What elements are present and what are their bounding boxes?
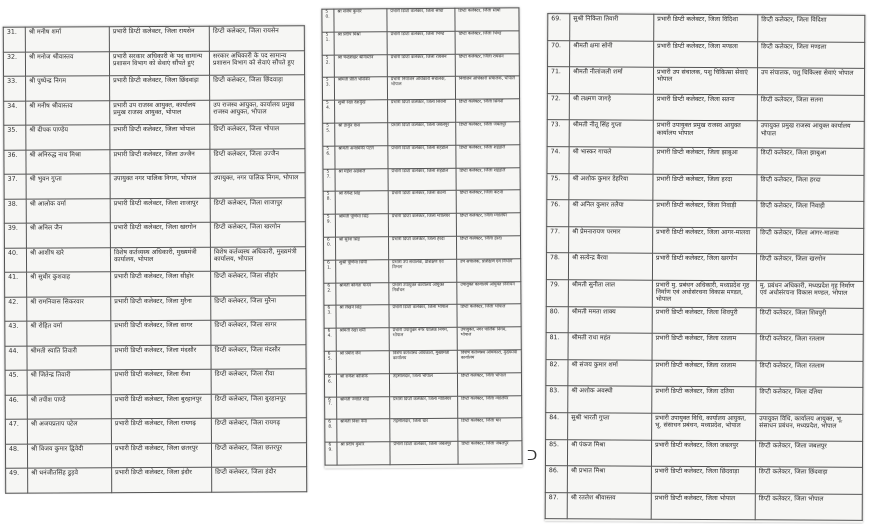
document-page-2 [321, 7, 522, 468]
current-post-cell: प्रभारी डिप्टी कलेक्टर, जिला बुरहानपुर [111, 394, 211, 419]
new-post-cell: डिप्टी कलेक्टर, जिला ग्वालियर [458, 395, 522, 418]
officer-name-cell: श्री अजयप्रताप पटेल [27, 419, 111, 444]
officer-name-cell: श्रीमती अनामिका पटेल [335, 146, 388, 169]
officer-name-cell: श्रीमती सुनीता लाल [568, 280, 652, 307]
table-row [3, 50, 304, 76]
current-post-cell: प्रभारी उप संचालक, पशु चिकित्सा सेवाएं भोपाल [653, 67, 757, 94]
table-row [324, 281, 521, 305]
officer-name-cell: सुश्री पूर्णिमा सिंघी [336, 259, 389, 282]
serial-number-cell: 63. [324, 305, 336, 328]
new-post-cell: विशेष कर्तव्यस्थ अधिकारी, मुख्यमंत्री कार्यालय [457, 350, 521, 373]
table-row [324, 373, 521, 397]
current-post-cell: उपायुक्त नगर पालिक निगम, भोपाल [110, 173, 210, 198]
officer-name-cell: श्रीमती रेखा शर्मा [336, 328, 389, 351]
table-row [547, 120, 864, 148]
new-post-cell: उपायुक्त विधि, कार्यालय आयुक्त, भू. संसाधन प्रबंधन, मध्यप्रदेश, भोपाल [756, 414, 863, 441]
officer-name-cell: श्रीमती पूर्णिमा सिंह [335, 214, 388, 237]
officer-name-cell: श्री अनिल जैन [26, 223, 110, 248]
current-post-cell: प्रभारी डिप्टी कलेक्टर, जिला रतलाम [652, 333, 756, 360]
officer-name-cell: श्री प्रमोद जैन [336, 351, 389, 374]
officer-name-cell: श्री सुधीर कुशवाह [27, 272, 111, 297]
serial-number-cell: 60. [323, 237, 335, 260]
officer-name-cell: श्री अशोक अवस्थी [568, 386, 652, 413]
table-row [4, 246, 305, 272]
table-row [3, 26, 304, 52]
current-post-cell: प्रभारी डिप्टी कलेक्टर, जिला मण्डला [654, 41, 758, 68]
officer-name-cell: श्री मनीष शर्मा [25, 27, 109, 52]
officer-name-cell: श्रीमती नीतू सिंह गुप्ता [569, 120, 653, 147]
table-row [323, 99, 520, 123]
serial-number-cell: 71. [547, 67, 569, 94]
current-post-cell: प्रभारी डिप्टी कलेक्टर, जिला खरगोन [652, 254, 756, 281]
new-post-cell: डिप्टी कलेक्टर, जिला जबलपुर [458, 441, 522, 464]
serial-number-cell: 37. [4, 174, 26, 199]
current-post-cell: प्रभारी डिप्टी कलेक्टर, जिला झाबुआ [653, 147, 757, 174]
table-row [322, 76, 519, 100]
current-post-cell: प्रभारी डिप्टी कलेक्टर, जिला सिवनी [388, 99, 456, 122]
new-post-cell: डिप्टी कलेक्टर, जिला सागर [211, 320, 306, 345]
officer-name-cell: श्री प्रेमनारायण परमार [569, 227, 653, 254]
current-post-cell: प्रभारी उप राजस्व आयुक्त, कार्यालय प्रमुख राजस्व आयुक्त, भोपाल [110, 100, 210, 125]
table-row [5, 369, 306, 395]
officer-name-cell: श्रीमती स्वाति तिवारी [27, 345, 111, 370]
current-post-cell: प्रभारी डिप्टी कलेक्टर, जिला मुरैना [111, 296, 211, 321]
new-post-cell: डिप्टी कलेक्टर, जिला भोपाल [755, 493, 862, 520]
new-post-cell: उपायुक्त, नगर पालिक निगम, भोपाल [457, 327, 521, 350]
officer-name-cell: श्री सत्येन्द्र बैरवा [568, 253, 652, 280]
officer-name-cell: श्री लखन सिंह [336, 305, 389, 328]
new-post-cell: डिप्टी कलेक्टर, जिला शाजापुर [210, 197, 305, 222]
table-row [5, 418, 306, 444]
serial-number-cell: 51. [322, 32, 334, 55]
serial-number-cell: 58. [323, 191, 335, 214]
current-post-cell: प्रभारी डिप्टी कलेक्टर, जिला आगर-मालवा [653, 227, 757, 254]
serial-number-cell: 57. [323, 169, 335, 192]
table-row [5, 393, 306, 419]
new-post-cell: डिप्टी कलेक्टर, जिला रायसेन [209, 26, 304, 51]
officer-name-cell: श्री चन्द्रशेखर श्रीवास्तव [334, 54, 387, 77]
officer-name-cell: श्रीमती ममता शाक्य [568, 306, 652, 333]
new-post-cell: डिप्टी कलेक्टर, जिला सीधी [455, 8, 519, 31]
serial-number-cell: 50. [322, 9, 334, 32]
table-row [546, 359, 863, 387]
current-post-cell: प्रभारी डिप्टी कलेक्टर, जिला विदिशा [654, 14, 758, 41]
new-post-cell: उप राजस्व आयुक्त, कार्यालय प्रमुख राजस्व आयुक्त, भोपाल [210, 99, 305, 124]
serial-number-cell: 53. [322, 77, 334, 100]
current-post-cell: प्रभारी डिप्टी कलेक्टर, जिला छिंदवाड़ा [110, 75, 210, 100]
table-row [546, 253, 863, 281]
current-post-cell: प्रभारी डिप्टी कलेक्टर, जिला शिवपुरी [652, 307, 756, 334]
current-post-cell: प्रभारी डिप्टी कलेक्टर, जिला रतलाम [652, 360, 756, 387]
new-post-cell: मु. प्रबंधन अधिकारी, मध्यप्रदेश गृह निर्माण एवं अधोसंरचना विकास मण्डल, भोपाल [756, 281, 863, 308]
serial-number-cell: 81. [546, 333, 568, 360]
new-post-cell: विशेष कर्तव्यस्थ अधिकारी, मुख्यमंत्री कार्यालय, भोपाल [210, 246, 305, 271]
document-page-1 [3, 25, 307, 493]
current-post-cell: प्रभारी डिप्टी कलेक्टर, जिला शहडोल [388, 145, 456, 168]
officer-name-cell: श्री धनंजीतसिंह डुड़वे [28, 468, 112, 493]
new-post-cell: डिप्टी कलेक्टर, जिला इंदौर [212, 467, 307, 492]
officer-name-cell: श्री लक्ष्मण जागड़े [569, 94, 653, 121]
current-post-cell: तहसीलदार, जिला धार [390, 419, 458, 442]
current-post-cell: प्रभारी डिप्टी कलेक्टर, जिला भोपाल [651, 493, 755, 520]
new-post-cell: डिप्टी कलेक्टर, जिला खरगोन [756, 254, 863, 281]
current-post-cell: प्रभारी डिप्टी कलेक्टर, जिला निवाड़ी [653, 200, 757, 227]
current-post-cell: प्रभारी उप संचालक, प्रशिक्षण एवं विभाग [389, 259, 457, 282]
table-row [545, 466, 862, 494]
current-post-cell: प्रभारी डिप्टी कलेक्टर, जिला मंदसौर [111, 345, 211, 370]
current-post-cell: प्रभारी डिप्टी कलेक्टर, जिला दतिया [652, 387, 756, 414]
officer-name-cell: श्रीमती क्षमा सोनी [570, 40, 654, 67]
serial-number-cell: 54. [323, 100, 335, 123]
current-post-cell: प्रभारी डिप्टी कलेक्टर, जिला खरगोन [110, 222, 210, 247]
table-row [323, 236, 520, 260]
serial-number-cell: 74. [547, 147, 569, 174]
serial-number-cell: 31. [3, 27, 25, 52]
serial-number-cell: 67. [325, 397, 337, 420]
current-post-cell: प्रभारी डिप्टी कलेक्टर, जिला रीवा [111, 369, 211, 394]
current-post-cell: प्रभारी डिप्टी कलेक्टर, जिला इंदौर [112, 467, 212, 492]
new-post-cell: सरकार अधिकारी के पद सामान्य प्रशासन विभाग को सेवाएं सौंपते हुए [209, 50, 304, 75]
serial-number-cell: 77. [547, 226, 569, 253]
table-row [324, 259, 521, 283]
serial-number-cell: 68. [325, 419, 337, 442]
serial-number-cell: 84. [546, 413, 568, 440]
officer-name-cell: श्री देवेन्द्र सिंह [335, 191, 388, 214]
table-row [323, 167, 520, 191]
new-post-cell: डिप्टी कलेक्टर, जिला ग्वालियर [456, 213, 520, 236]
officer-name-cell: श्री भुवन गुप्ता [26, 174, 110, 199]
new-post-cell: डिप्टी कलेक्टर, जिला भोपाल [210, 124, 305, 149]
current-post-cell: प्रभारी डिप्टी कलेक्टर, जिला रायसेन [387, 54, 455, 77]
new-post-cell: डिप्टी कलेक्टर, जिला रायसेन [455, 53, 519, 76]
officer-name-cell: सुश्री रेखा देशमुख [335, 100, 388, 123]
current-post-cell: प्रभारी डिप्टी कलेक्टर, जिला सीधी [387, 8, 455, 31]
table-row [324, 304, 521, 328]
serial-number-cell: 33. [4, 76, 26, 101]
current-post-cell: प्रभारी डिप्टी कलेक्टर, जिला छिंदवाड़ा [651, 466, 755, 493]
table-row [323, 190, 520, 214]
table-row [5, 344, 306, 370]
current-post-cell: प्रभारी डिप्टी कलेक्टर, जिला जबलपुर [651, 440, 755, 467]
serial-number-cell: 87. [545, 492, 567, 519]
table-row [323, 145, 520, 169]
officer-name-cell: श्री भास्कर गाचले [569, 147, 653, 174]
serial-number-cell: 34. [4, 101, 26, 126]
serial-number-cell: 69. [548, 14, 570, 41]
table-row [5, 271, 306, 297]
table-row [546, 280, 863, 308]
serial-number-cell: 40. [4, 248, 26, 273]
table-row [323, 122, 520, 146]
serial-number-cell: 73. [547, 120, 569, 147]
current-post-cell: तहसीलदार, जिला भोपाल [389, 373, 457, 396]
officer-name-cell: श्री ठाकुर दास [335, 123, 388, 146]
table-row [547, 67, 864, 95]
officer-name-cell: श्री दीपक पाण्डेय [26, 125, 110, 150]
table-row [547, 147, 864, 175]
serial-number-cell: 61. [324, 260, 336, 283]
serial-number-cell: 47. [5, 419, 27, 444]
serial-number-cell: 56. [323, 146, 335, 169]
table-row [546, 386, 863, 414]
table-row [4, 222, 305, 248]
current-post-cell: प्रभारी डिप्टी कलेक्टर, जिला हरदा [388, 236, 456, 259]
officer-name-cell: श्री प्रदीप कुमार [337, 442, 390, 465]
new-post-cell: डिप्टी कलेक्टर, जिला सतना [757, 95, 864, 122]
serial-number-cell: 66. [324, 374, 336, 397]
serial-number-cell: 64. [324, 328, 336, 351]
current-post-cell: प्रभारी डिप्टी कलेक्टर, जिला भोपाल [110, 124, 210, 149]
new-post-cell: डिप्टी कलेक्टर, जिला भोपाल [457, 373, 521, 396]
serial-number-cell: 86. [545, 466, 567, 493]
current-post-cell: विशेष कर्तव्यस्थ अधिकारी, मुख्यमंत्री कार्यालय [389, 350, 457, 373]
table-row [547, 173, 864, 201]
transfer-table-3 [545, 13, 866, 521]
current-post-cell: प्रभारी डिप्टी कलेक्टर, जिला सतना [653, 94, 757, 121]
new-post-cell: उपायुक्त कार्यालय आयुक्त निर्वाचन [457, 281, 521, 304]
new-post-cell: डिप्टी कलेक्टर, जिला भिण्ड [455, 31, 519, 54]
officer-name-cell: श्री आशीष खरे [26, 247, 110, 272]
table-row [547, 226, 864, 254]
new-post-cell: डिप्टी कलेक्टर, जिला हरदा [757, 174, 864, 201]
officer-name-cell: सुश्री भारती गुप्ता [568, 413, 652, 440]
table-row [324, 350, 521, 374]
current-post-cell: प्रभारी डिप्टी कलेक्टर, जिला शाजापुर [110, 198, 210, 223]
new-post-cell: डिप्टी कलेक्टर, जिला झाबुआ [757, 148, 864, 175]
current-post-cell: विशेष कर्तव्यस्थ अधिकारी, मुख्यमंत्री कार्यालय, भोपाल [110, 247, 210, 272]
table-row [5, 295, 306, 321]
current-post-cell: प्रभारी डिप्टी कलेक्टर, जिला सागर [111, 320, 211, 345]
table-row [547, 200, 864, 228]
table-row [4, 173, 305, 199]
current-post-cell: प्रभारी डिप्टी कलेक्टर, जिला उज्जैन [110, 149, 210, 174]
new-post-cell: डिप्टी कलेक्टर, जिला शिवपुरी [756, 307, 863, 334]
serial-number-cell: 82. [546, 359, 568, 386]
officer-name-cell: श्री तपीश पाण्डे [27, 394, 111, 419]
serial-number-cell: 32. [3, 52, 25, 77]
current-post-cell: प्रभारी डिप्टी कलेक्टर, जिला भिण्ड [387, 31, 455, 54]
table-row [4, 124, 305, 150]
serial-number-cell: 80. [546, 306, 568, 333]
officer-name-cell: श्री अशोक कुमार डेहरिया [569, 173, 653, 200]
serial-number-cell: 69. [325, 442, 337, 465]
current-post-cell: प्रभारी डिप्टी कलेक्टर, जिला शहडोल [388, 168, 456, 191]
serial-number-cell: 76. [547, 200, 569, 227]
officer-name-cell: श्री प्रदीप मिश्रा [334, 32, 387, 55]
officer-name-cell: श्री सुरेश सिंह [335, 237, 388, 260]
serial-number-cell: 46. [5, 395, 27, 420]
new-post-cell: उप संचालक, पशु चिकित्सा सेवाएं भोपाल [757, 68, 864, 95]
current-post-cell: प्रभारी उपायुक्त विधि, कार्यालय आयुक्त, भू. संसाधन प्रबंधन, मध्यप्रदेश, भोपाल [652, 413, 756, 440]
officer-name-cell: श्री राकेश कौशिक [336, 373, 389, 396]
officer-name-cell: श्री अनिल कुमार तलैया [569, 200, 653, 227]
transfer-table-1 [3, 25, 307, 493]
table-row [4, 148, 305, 174]
current-post-cell: प्रभारी डिप्टी कलेक्टर, जिला सीहोर [111, 271, 211, 296]
current-post-cell: प्रभारी डिप्टी कलेक्टर, जिला हरदा [653, 174, 757, 201]
current-post-cell: प्रभारी डिप्टी कलेक्टर, जिला छतरपुर [111, 443, 211, 468]
serial-number-cell: 52. [322, 55, 334, 78]
new-post-cell: उप संचालक, प्रशिक्षण एवं विभाग [457, 259, 521, 282]
serial-number-cell: 83. [546, 386, 568, 413]
table-row [546, 306, 863, 334]
current-post-cell: प्रभारी डिप्टी कलेक्टर, जिला रायसेन [109, 26, 209, 51]
new-post-cell: डिप्टी कलेक्टर, जिला मंदसौर [211, 344, 306, 369]
current-post-cell: प्रभारी मु. प्रबंधन अधिकारी, मध्यप्रदेश गृह निर्माण एवं अधोसंरचना विकास मण्डल, भोपाल [652, 280, 756, 307]
officer-name-cell: श्री पंकज मिश्रा [567, 439, 651, 466]
current-post-cell: प्रभारी सरकार अधिकारी के पद सामान्य प्रशासन विभाग को सेवाएं सौंपते हुए [109, 51, 209, 76]
new-post-cell: डिप्टी कलेक्टर, जिला शहडोल [456, 145, 520, 168]
serial-number-cell: 72. [547, 93, 569, 120]
table-row [5, 320, 306, 346]
officer-name-cell: श्री अनिरुद्ध नाथ मिश्रा [26, 149, 110, 174]
serial-number-cell: 55. [323, 123, 335, 146]
new-post-cell: डिप्टी कलेक्टर, जिला छतरपुर [211, 442, 306, 467]
serial-number-cell: 75. [547, 173, 569, 200]
table-row [547, 93, 864, 121]
transfer-table-2 [321, 7, 522, 465]
serial-number-cell: 45. [5, 370, 27, 395]
handwritten-margin-mark: ᑐ [527, 448, 538, 464]
serial-number-cell: 35. [4, 125, 26, 150]
current-post-cell: प्रभारी डिप्टी कलेक्टर, जिला भोपाल [389, 305, 457, 328]
new-post-cell: डिप्टी कलेक्टर, जिला हरदा [456, 236, 520, 259]
new-post-cell: डिप्टी कलेक्टर, जिला विदिशा [758, 15, 865, 42]
new-post-cell: डिप्टी कलेक्टर, जिला खरगोन [210, 222, 305, 247]
table-row [6, 467, 307, 493]
officer-name-cell: श्री महेश अग्रवाल [335, 168, 388, 191]
serial-number-cell: 62. [324, 283, 336, 306]
new-post-cell: डिप्टी कलेक्टर, जिला कटनी [456, 190, 520, 213]
current-post-cell: प्रभारी डिप्टी कलेक्टर, जिला रायगढ़ [111, 418, 211, 443]
officer-name-cell: श्री मनीष श्रीवास्तव [26, 100, 110, 125]
officer-name-cell: सुश्री निकिता तिवारी [570, 14, 654, 41]
table-row [4, 197, 305, 223]
officer-name-cell: श्रीमती प्रीति भीसेकर [334, 77, 387, 100]
new-post-cell: डिप्टी कलेक्टर, जिला शहडोल [456, 167, 520, 190]
new-post-cell: डिप्टी कलेक्टर, जिला रीवा [211, 369, 306, 394]
table-row [548, 40, 865, 68]
officer-name-cell: श्री पुष्पेन्द्र निगम [26, 76, 110, 101]
officer-name-cell: श्री रामनिवास सिकरवार [27, 296, 111, 321]
officer-name-cell: श्री जितेन्द्र तिवारी [27, 370, 111, 395]
serial-number-cell: 48. [5, 444, 27, 469]
table-row [5, 442, 306, 468]
new-post-cell: डिप्टी कलेक्टर, जिला छिंदवाड़ा [210, 75, 305, 100]
current-post-cell: प्रभारी डिप्टी कलेक्टर, जिला जबलपुर [388, 122, 456, 145]
new-post-cell: डिप्टी कलेक्टर, जिला सीहोर [211, 271, 306, 296]
new-post-cell: डिप्टी कलेक्टर, जिला दतिया [756, 387, 863, 414]
officer-name-cell: श्री संजय कुमार शर्मा [568, 360, 652, 387]
new-post-cell: डिप्टी कलेक्टर, जिला जबलपुर [456, 122, 520, 145]
new-post-cell: उपायुक्त, नगर पालिक निगम, भोपाल [210, 173, 305, 198]
new-post-cell: उपायुक्त प्रमुख राजस्व आयुक्त कार्यालय भोपाल [757, 121, 864, 148]
serial-number-cell: 65. [324, 351, 336, 374]
current-post-cell: प्रभारी डिप्टी कलेक्टर, जिला ग्वालियर [388, 213, 456, 236]
table-row [545, 492, 862, 520]
table-row [322, 8, 519, 32]
new-post-cell: डिप्टी कलेक्टर, जिला सिवनी [456, 99, 520, 122]
new-post-cell: डिप्टी कलेक्टर, जिला मण्डला [758, 41, 865, 68]
current-post-cell: प्रभारी डिप्टी कलेक्टर, जिला ग्वालियर [390, 396, 458, 419]
serial-number-cell: 44. [5, 346, 27, 371]
table-row [322, 31, 519, 55]
officer-name-cell: श्री मनोज श्रीवास्तव [25, 51, 109, 76]
table-row [546, 413, 863, 441]
officer-name-cell: श्री रोहित वर्मा [27, 321, 111, 346]
officer-name-cell: श्रीमती राधा महंत [568, 333, 652, 360]
current-post-cell: प्रभारी उपायुक्त नगर पालिक निगम, भोपाल [389, 327, 457, 350]
serial-number-cell: 39. [4, 223, 26, 248]
table-row [548, 14, 865, 42]
table-row [325, 395, 522, 419]
new-post-cell: नियोजन अधिकारी संचालक, भोपाल [455, 76, 519, 99]
new-post-cell: डिप्टी कलेक्टर, जिला रतलाम [756, 334, 863, 361]
serial-number-cell: 85. [545, 439, 567, 466]
current-post-cell: प्रभारी नियोजन अधिकारी संचालक, भोपाल [387, 77, 455, 100]
officer-name-cell: श्रीमती नीलांजली शर्मा [569, 67, 653, 94]
serial-number-cell: 70. [548, 40, 570, 67]
officer-name-cell: श्री रतलेश श्रीवास्तव [567, 492, 651, 519]
serial-number-cell: 49. [6, 468, 28, 493]
table-row [546, 333, 863, 361]
table-row [4, 99, 305, 125]
current-post-cell: प्रभारी डिप्टी कलेक्टर, जिला जबलपुर [390, 441, 458, 464]
new-post-cell: डिप्टी कलेक्टर, जिला निवाड़ी [757, 201, 864, 228]
new-post-cell: डिप्टी कलेक्टर, जिला आगर-मालवा [757, 228, 864, 255]
table-row [545, 439, 862, 467]
new-post-cell: डिप्टी कलेक्टर, जिला बुरहानपुर [211, 393, 306, 418]
officer-name-cell: श्री आलोक वर्मा [26, 198, 110, 223]
new-post-cell: डिप्टी कलेक्टर, जिला रायगढ़ [211, 418, 306, 443]
table-row [322, 53, 519, 77]
new-post-cell: डिप्टी कलेक्टर, जिला रतलाम [756, 360, 863, 387]
new-post-cell: डिप्टी कलेक्टर, जिला मुरैना [211, 295, 306, 320]
table-row [323, 213, 520, 237]
new-post-cell: डिप्टी कलेक्टर, जिला धार [458, 418, 522, 441]
officer-name-cell: श्रीमती कविता यादव [336, 282, 389, 305]
serial-number-cell: 59. [323, 214, 335, 237]
current-post-cell: प्रभारी उपायुक्त कार्यालय आयुक्त निर्वाचन [389, 282, 457, 305]
current-post-cell: प्रभारी डिप्टी कलेक्टर, जिला कटनी [388, 191, 456, 214]
officer-name-cell: श्री प्रभात मिश्रा [567, 466, 651, 493]
new-post-cell: डिप्टी कलेक्टर, जिला उज्जैन [210, 148, 305, 173]
table-row [324, 327, 521, 351]
serial-number-cell: 43. [5, 321, 27, 346]
new-post-cell: डिप्टी कलेक्टर, जिला भोपाल [457, 304, 521, 327]
table-row [325, 441, 522, 465]
serial-number-cell: 79. [546, 280, 568, 307]
serial-number-cell: 42. [5, 297, 27, 322]
new-post-cell: डिप्टी कलेक्टर, जिला छिंदवाड़ा [755, 467, 862, 494]
table-row [325, 418, 522, 442]
serial-number-cell: 38. [4, 199, 26, 224]
serial-number-cell: 41. [5, 272, 27, 297]
serial-number-cell: 36. [4, 150, 26, 175]
table-row [4, 75, 305, 101]
current-post-cell: प्रभारी उपायुक्त प्रमुख राजस्व आयुक्त कार्यालय भोपाल [653, 121, 757, 148]
officer-name-cell: श्री संजय कुमार [334, 9, 387, 32]
officer-name-cell: श्रीमती निशा वर्मा [337, 419, 390, 442]
officer-name-cell: श्री विजय कुमार द्विवेदी [27, 443, 111, 468]
officer-name-cell: श्रीमती ज्योति शाह [337, 396, 390, 419]
document-page-3 [545, 13, 866, 523]
serial-number-cell: 78. [546, 253, 568, 280]
new-post-cell: डिप्टी कलेक्टर, जिला जबलपुर [755, 440, 862, 467]
